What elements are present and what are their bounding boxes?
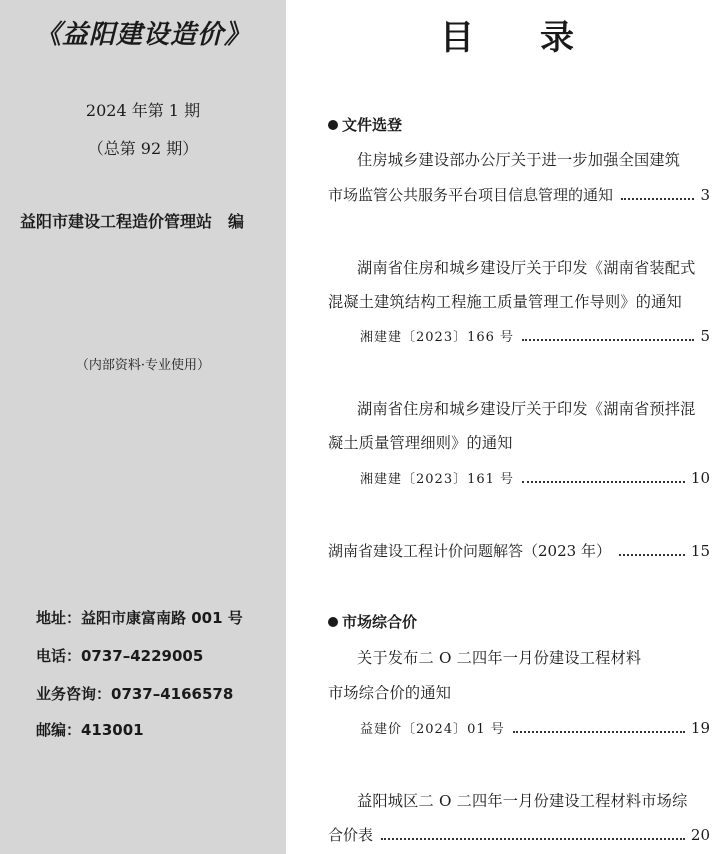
toc-entry-3[interactable] [360, 468, 710, 487]
toc-entry-line: 住房城乡建设部办公厅关于进一步加强全国建筑 [357, 151, 681, 169]
leader-dots [522, 481, 685, 483]
toc-heading: 目录 [440, 18, 640, 58]
toc-entry-line: 湖南省住房和城乡建设厅关于印发《湖南省装配式 [357, 259, 696, 277]
toc-entry-5[interactable] [360, 718, 710, 737]
page-number: 15 [690, 542, 710, 560]
section-header-documents [328, 114, 402, 135]
toc-entry-line: 混凝土建筑结构工程施工质量管理工作导则》的通知 [328, 293, 682, 311]
leader-dots [513, 731, 685, 733]
contact-address: 地址：益阳市康富南路 001 号 [36, 609, 243, 627]
section-header-market-prices [328, 611, 417, 632]
leader-dots [619, 554, 685, 556]
document-number: 益建价〔2024〕01 号 [360, 722, 505, 737]
toc-entry-4[interactable] [328, 540, 710, 561]
bullet-icon [328, 120, 338, 130]
internal-notice: （内部资料·专业使用） [75, 358, 211, 373]
document-number: 湘建建〔2023〕166 号 [360, 330, 515, 345]
section-title: 市场综合价 [342, 613, 418, 631]
toc-entry-line: 凝土质量管理细则》的通知 [328, 434, 513, 452]
journal-title: 《益阳建设造价》 [34, 20, 251, 50]
contact-phone: 电话：0737–4229005 [36, 647, 204, 665]
leader-dots [621, 198, 694, 200]
toc-entry-text: 湖南省建设工程计价问题解答（2023 年） [328, 542, 611, 560]
contact-postcode: 邮编：413001 [36, 721, 144, 739]
section-title: 文件选登 [342, 116, 403, 134]
cover-sidebar [0, 0, 286, 854]
leader-dots [381, 838, 685, 840]
toc-entry-6[interactable] [328, 824, 710, 845]
toc-entry-2[interactable] [360, 326, 710, 345]
total-issue-number: （总第 92 期） [87, 139, 199, 158]
page-number: 19 [690, 719, 710, 737]
page-number: 20 [690, 826, 710, 844]
toc-entry-text: 市场监管公共服务平台项目信息管理的通知 [328, 186, 614, 204]
document-number: 湘建建〔2023〕161 号 [360, 472, 515, 487]
page-number: 5 [700, 327, 710, 345]
toc-entry-1[interactable] [328, 184, 710, 205]
toc-entry-text: 合价表 [328, 826, 374, 844]
page-number: 10 [690, 469, 710, 487]
toc-entry-line: 益阳城区二 O 二四年一月份建设工程材料市场综 [357, 792, 688, 810]
bullet-icon [328, 617, 338, 627]
issue-number: 2024 年第 1 期 [85, 101, 201, 120]
editor-credit: 益阳市建设工程造价管理站 编 [20, 212, 245, 231]
contact-consult: 业务咨询：0737–4166578 [36, 685, 234, 703]
page-number: 3 [700, 186, 710, 204]
toc-entry-line: 关于发布二 O 二四年一月份建设工程材料 [357, 649, 642, 667]
toc-entry-line: 湖南省住房和城乡建设厅关于印发《湖南省预拌混 [357, 400, 696, 418]
leader-dots [522, 339, 694, 341]
toc-entry-line: 市场综合价的通知 [328, 684, 452, 702]
